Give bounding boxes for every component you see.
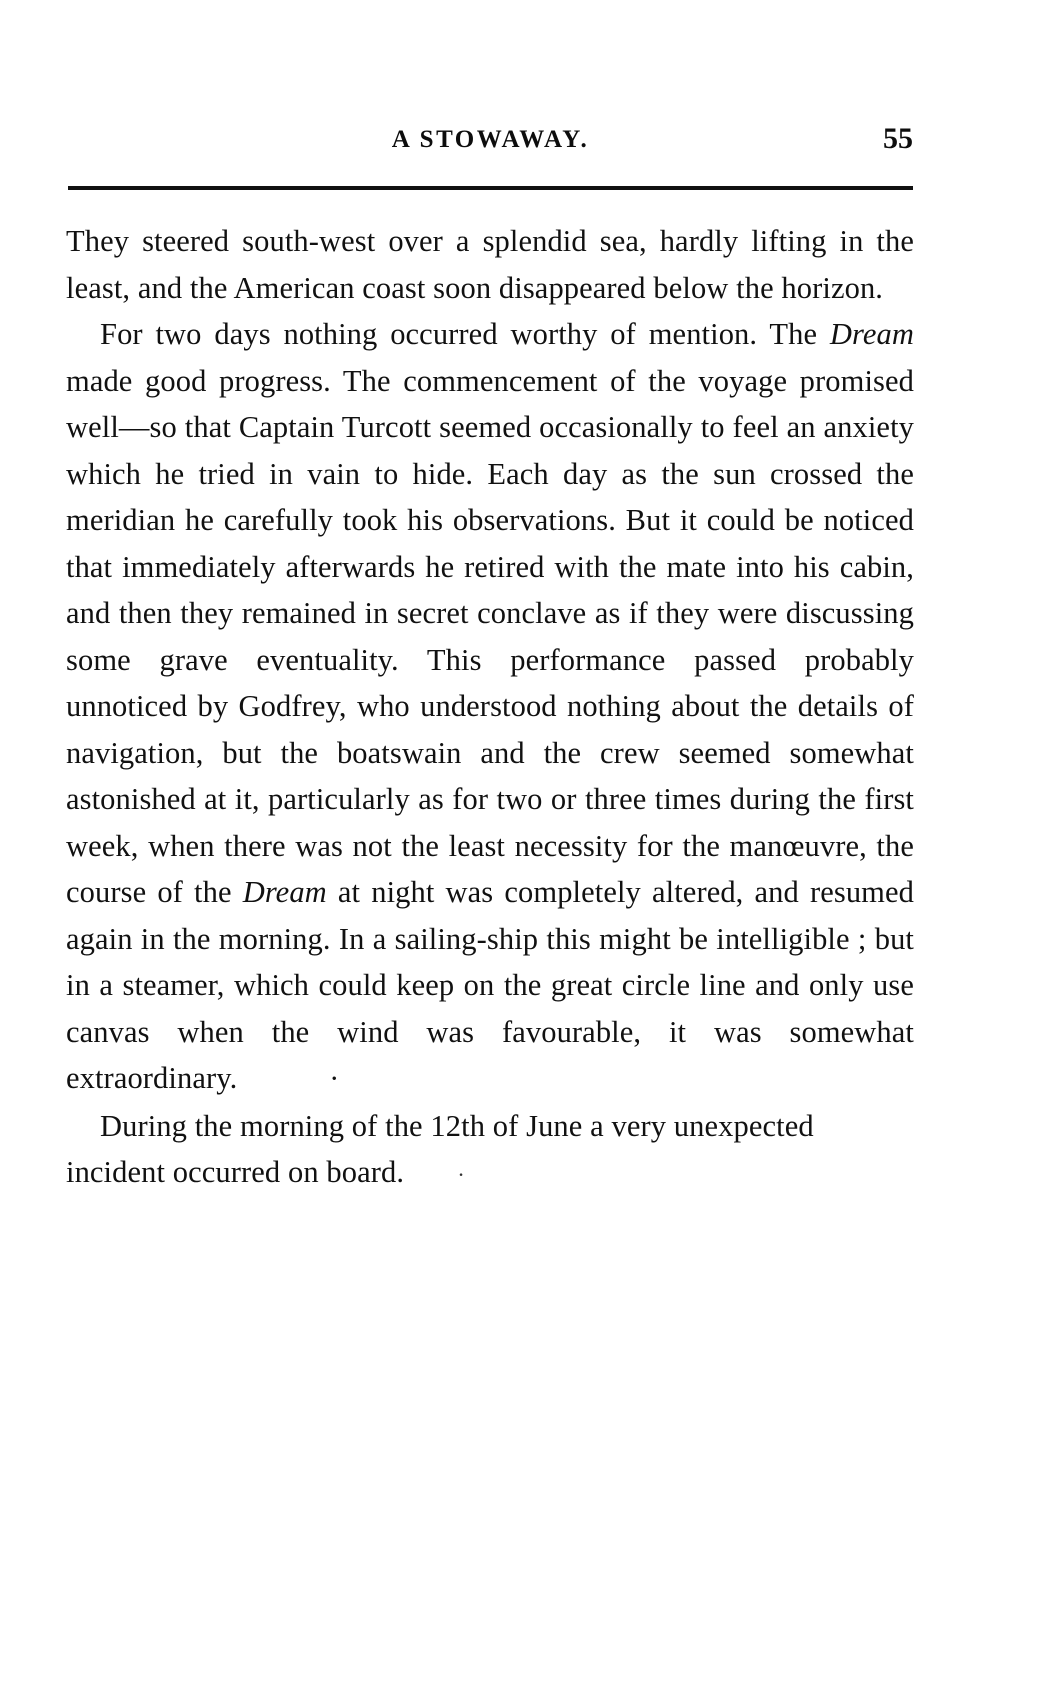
paragraph-3-text: During the morning of the 12th of June a very unexpected incident occurred on board. <box>66 1108 814 1189</box>
paragraph-3 <box>66 1103 914 1199</box>
page-header <box>68 122 913 168</box>
ship-name-dream-1: Dream <box>829 317 914 351</box>
paragraph-2-segment-1: For two days nothing occurred worthy of mention. The <box>100 317 830 351</box>
ship-name-dream-2: Dream <box>242 875 327 909</box>
paragraph-1-text: They steered south-west over a splendid sea, hardly lifting in the least, and the American coast soon disappeared below the horizon. <box>66 224 914 305</box>
paragraph-2 <box>66 311 914 1103</box>
paragraph-2-segment-3: made good progress. The commencement of the voyage promised well—so that Captain Turcott seemed occasionally to feel an anxiety which he tried in vain to hide. Each day as the sun crossed the meridian he carefully took his observations. But it could be noticed that immediately afterwards he retired with the mate into his cabin, and then they remained in secret conclave as if they were discussing some grave eventuality. This performance passed probably unnoticed by Godfrey, who understood nothing about the details of navigation, but the boatswain and the crew seemed somewhat astonished at it, particularly as for two or three times during the first week, when there was not the least necessity for the manœuvre, the course of the <box>66 363 914 909</box>
stray-tick-mark: · <box>457 1162 465 1187</box>
page-number: 55 <box>883 122 913 155</box>
running-title: A STOWAWAY. <box>391 126 590 153</box>
paragraph-2-segment-5: at night was completely altered, and resumed again in the morning. In a sailing-ship this might be intelligible ; but in a steamer, which could keep on the great circle line and only use canvas when the wind was favourable, it was somewhat extraordinary. <box>66 875 914 1095</box>
paragraph-1 <box>66 218 914 311</box>
body-text <box>66 218 914 1199</box>
header-rule <box>68 186 913 190</box>
stray-dot-mark: · <box>329 1062 340 1095</box>
